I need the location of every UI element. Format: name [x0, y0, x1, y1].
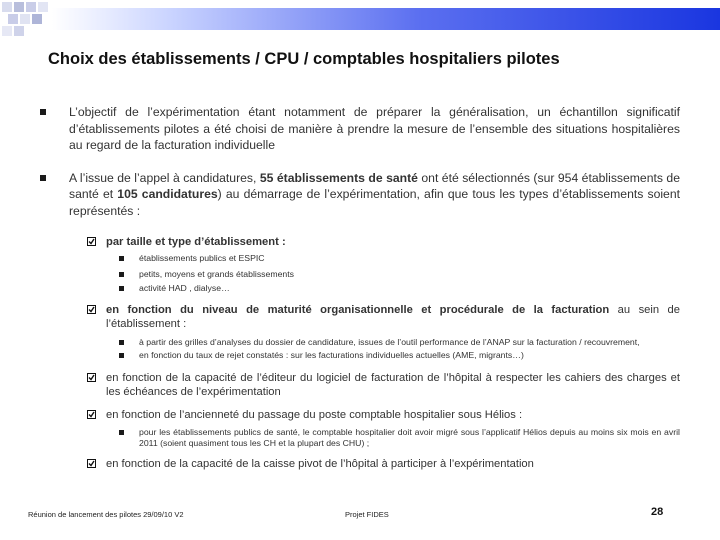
sub-item-text: à partir des grilles d’analyses du dossier de candidature, issues de l’outil performance de l’ANAP sur la facturation / recouvrement,: [139, 336, 640, 347]
checkbox-bullet-icon: [87, 236, 96, 245]
sub-item-text: en fonction du taux de rejet constatés : sur les facturations individuelles actuelles (AME, migrants…): [139, 350, 524, 360]
slide-title: Choix des établissements / CPU / comptables hospitaliers pilotes: [48, 50, 560, 68]
selection-text: ont été sélectionnés (sur 954 établissements de santé et: [69, 170, 680, 201]
footer-left: Réunion de lancement des pilotes 29/09/10 V2: [28, 510, 184, 519]
criterion-label: en fonction de la capacité de la caisse pivot de l’hôpital à participer à l’expérimentation: [106, 457, 534, 470]
page-number: 28: [651, 506, 664, 518]
criterion-label: en fonction de la capacité de l’éditeur du logiciel de facturation de l’hôpital à respecter les cahiers des charges et les échéances de l’expérimentation: [106, 371, 680, 398]
selection-text: A l’issue de l’appel à candidatures,: [69, 170, 260, 185]
decor-square: [2, 2, 12, 12]
bullet-selection: [40, 170, 680, 220]
bullet-objective: [40, 104, 680, 154]
sub-item: [101, 253, 680, 265]
criterion-label: par taille et type d’établissement :: [106, 236, 286, 248]
criterion-pivot-fund: [68, 457, 680, 471]
decor-square: [38, 2, 48, 12]
checkbox-bullet-icon: [87, 458, 96, 467]
square-bullet-icon: [119, 430, 124, 435]
sub-item-text: petits, moyens et grands établissements: [139, 268, 295, 279]
square-bullet-icon: [119, 340, 124, 345]
square-bullet-icon: [40, 175, 46, 181]
header-decoration: [0, 0, 720, 38]
selection-bold-count: 55 établissements de santé: [259, 170, 418, 185]
selection-text: ) au démarrage de l’expérimentation, afin que tous les types d’établissements soient représentés :: [69, 187, 681, 218]
sub-item-text: activité HAD , dialyse…: [139, 283, 230, 293]
criterion-label-rest: au sein de l’établissement :: [106, 303, 680, 330]
criterion-label-bold: en fonction du niveau de maturité organisationnelle et procédurale de la facturation: [106, 303, 610, 316]
criterion-size-type: [68, 235, 680, 249]
sub-item-text: établissements publics et ESPIC: [139, 253, 265, 263]
checkbox-bullet-icon: [87, 372, 96, 381]
bullet-objective-text: L’objectif de l’expérimentation étant notamment de préparer la généralisation, un échantillon significatif d’établissements pilotes a été choisi de manière à prendre la mesure de l’ensemble des situations hospitalières au regard de la facturation individuelle: [69, 105, 680, 152]
header-gradient-bar: [52, 8, 720, 30]
decor-square: [32, 14, 42, 24]
criterion-maturity: [68, 303, 680, 331]
decor-square: [8, 14, 18, 24]
square-bullet-icon: [119, 272, 124, 277]
decor-square: [14, 26, 24, 36]
sub-item: [101, 350, 680, 362]
criterion-helios: [68, 408, 680, 422]
decor-square: [14, 2, 24, 12]
checkbox-bullet-icon: [87, 409, 96, 418]
criterion-label: en fonction de l’ancienneté du passage du poste comptable hospitalier sous Hélios :: [106, 408, 523, 421]
sub-item: [101, 427, 680, 450]
slide-content: [40, 104, 680, 471]
decor-square: [20, 14, 30, 24]
square-bullet-icon: [119, 286, 124, 291]
square-bullet-icon: [40, 109, 46, 115]
sub-item: [101, 269, 680, 281]
sub-item: [101, 337, 680, 349]
square-bullet-icon: [119, 256, 124, 261]
sub-item-text: pour les établissements publics de santé, le comptable hospitalier doit avoir migré sous l’applicatif Hélios depuis au moins six mois en avril 2011 (soient quasiment tous les CH et la plupart des CHU) ;: [139, 426, 680, 448]
checkbox-bullet-icon: [87, 304, 96, 313]
selection-bold-candidatures: 105 candidatures: [117, 187, 218, 201]
square-bullet-icon: [119, 353, 124, 358]
footer-center: Projet FIDES: [345, 510, 389, 519]
decor-square: [2, 26, 12, 36]
decor-square: [26, 2, 36, 12]
sub-item: [101, 283, 680, 295]
criterion-editor: [68, 371, 680, 399]
